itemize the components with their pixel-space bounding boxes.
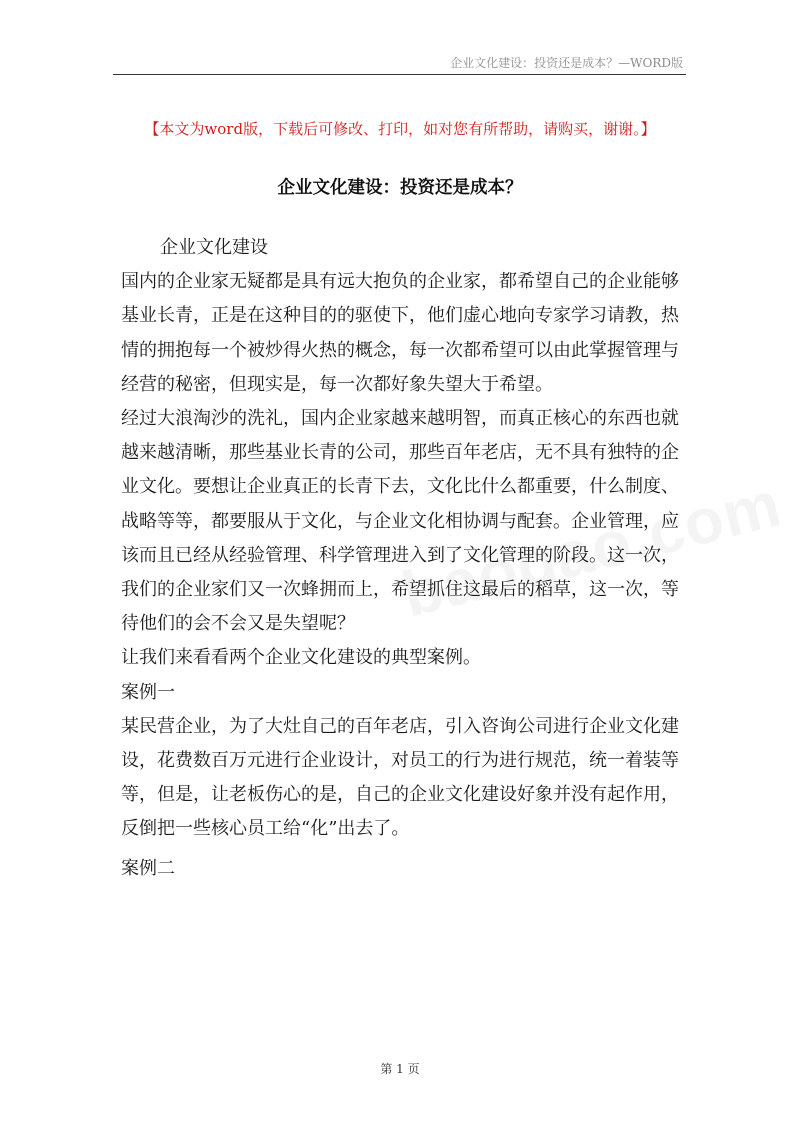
page-number: 第 1 页 (380, 1062, 420, 1076)
case-heading: 案例一 (121, 681, 175, 703)
running-header-title: 企业文化建设：投资还是成本？—WORD版 (450, 56, 683, 70)
case-heading: 案例二 (121, 857, 175, 879)
paragraph: 经过大浪淘沙的洗礼，国内企业家越来越明智，而真正核心的东西也就越来越清晰，那些基业长青的公司，那些百年老店，无不具有独特的企业文化。要想让企业真正的长青下去，文化比什么都重要，什么制度、战略等等，都要服从于文化，与企业文化相协调与配套。企业管理，应该而且已经从经验管理、科学管理进入到了文化管理的阶段。这一次，我们的企业家们又一次蜂拥而上，希望抓住这最后的稻草，这一次，等待他们的会不会又是失望呢？ (121, 408, 679, 635)
paragraph: 让我们来看看两个企业文化建设的典型案例。 (121, 647, 481, 669)
header-divider (113, 74, 686, 75)
purchase-notice: 【本文为word版，下载后可修改、打印，如对您有所帮助，请购买，谢谢。】 (144, 120, 656, 138)
paragraph: 国内的企业家无疑都是具有远大抱负的企业家，都希望自己的企业能够基业长青，正是在这种目的的驱使下，他们虚心地向专家学习请教，热情的拥抱每一个被炒得火热的概念，每一次都希望可以由此掌握管理与经营的秘密，但现实是，每一次都好象失望大于希望。 (121, 271, 679, 395)
section-heading: 企业文化建设 (160, 237, 268, 258)
document-title: 企业文化建设：投资还是成本？ (277, 178, 523, 198)
paragraph: 某民营企业，为了大灶自己的百年老店，引入咨询公司进行企业文化建设，花费数百万元进行企业设计，对员工的行为进行规范，统一着装等等，但是，让老板伤心的是，自己的企业文化建设好象并没有起作用，反倒把一些核心员工给“化”出去了。 (121, 715, 679, 840)
